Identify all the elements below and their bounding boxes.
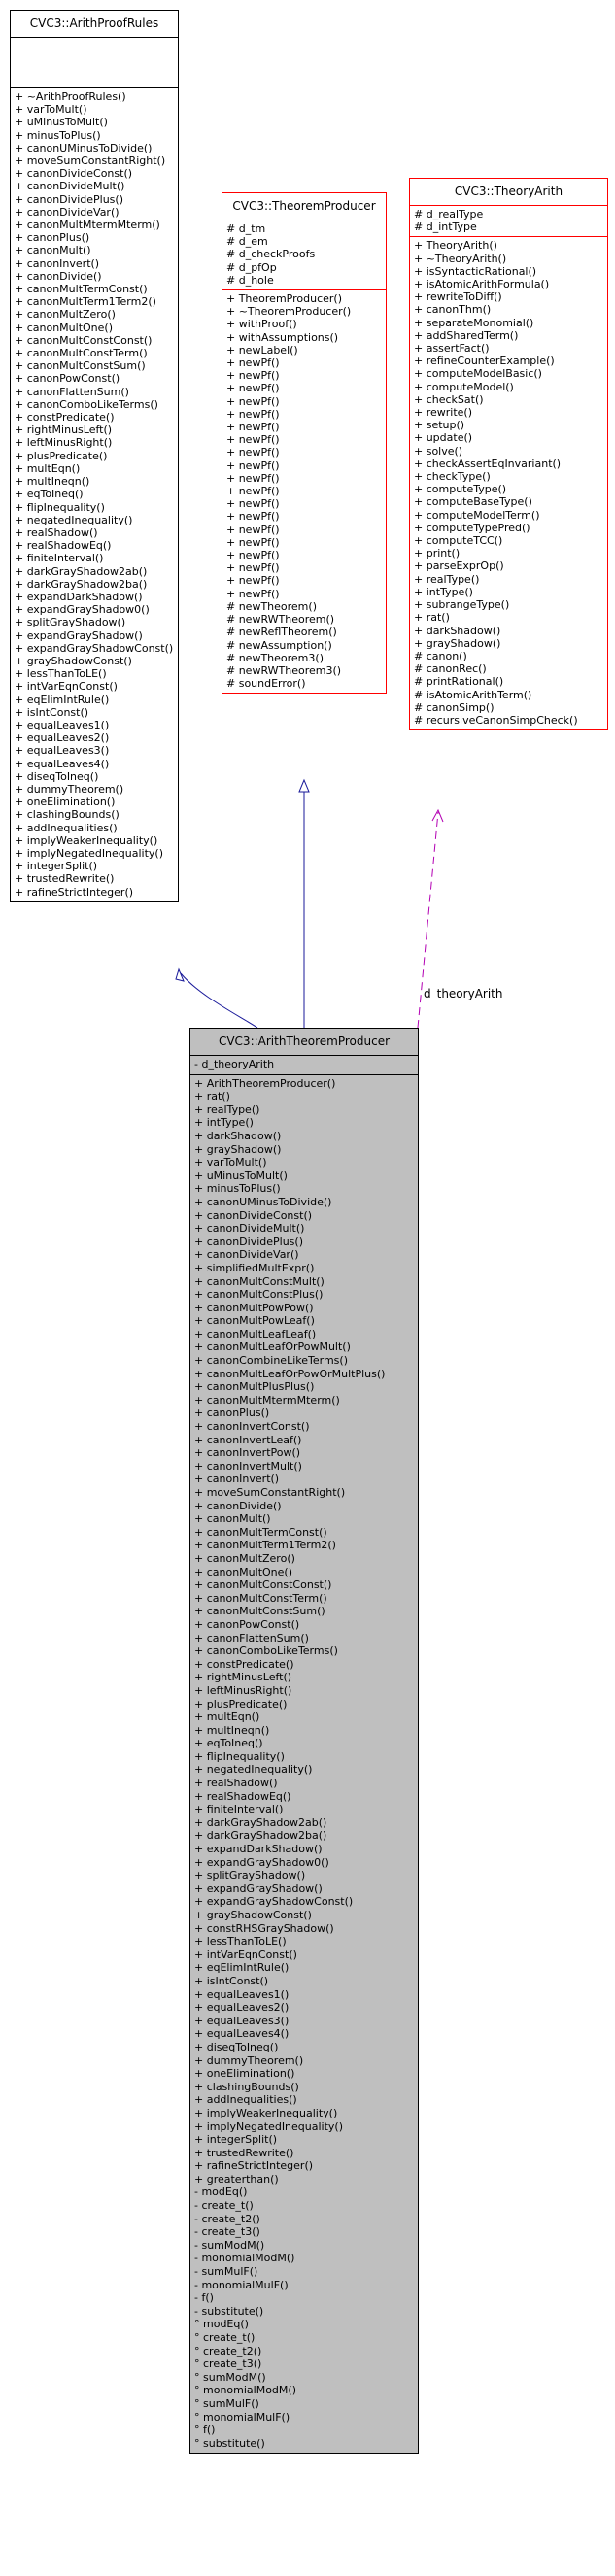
method-entry: + ArithTheoremProducer() bbox=[194, 1076, 336, 1090]
method-entry: + grayShadow() bbox=[194, 1142, 282, 1156]
method-entry: + newPf() bbox=[226, 535, 280, 549]
method-entry: + plusPredicate() bbox=[15, 449, 108, 462]
method-entry: + canonMultZero() bbox=[194, 1551, 295, 1565]
method-entry: + diseqToIneq() bbox=[194, 2040, 279, 2053]
method-entry: + canonInvert() bbox=[15, 256, 100, 270]
method-entry: + rafineStrictInteger() bbox=[15, 885, 134, 898]
method-entry: + newPf() bbox=[226, 356, 280, 370]
method-entry: + withAssumptions() bbox=[226, 330, 339, 344]
method-entry: + computeModelBasic() bbox=[414, 367, 542, 381]
method-entry: + equalLeaves1() bbox=[15, 718, 110, 731]
method-entry: + canonMult() bbox=[194, 1512, 271, 1526]
method-entry: + isIntConst() bbox=[194, 1974, 269, 1987]
method-entry: + canonInvertPow() bbox=[194, 1446, 301, 1460]
method-entry: # isAtomicArithTerm() bbox=[414, 688, 532, 701]
method-entry: + realType() bbox=[194, 1102, 260, 1116]
method-entry: + newPf() bbox=[226, 523, 280, 536]
method-entry: ° monomialMulF() bbox=[194, 2410, 290, 2423]
method-entry: # recursiveCanonSimpCheck() bbox=[414, 713, 578, 727]
method-entry: + setup() bbox=[414, 419, 465, 432]
method-entry: + flipInequality() bbox=[15, 500, 105, 514]
method-entry: + equalLeaves3() bbox=[15, 744, 110, 758]
method-entry: + newPf() bbox=[226, 446, 280, 459]
method-entry: + newLabel() bbox=[226, 343, 298, 356]
method-entry: + canonPowConst() bbox=[194, 1617, 300, 1631]
method-entry: + newPf() bbox=[226, 407, 280, 421]
method-entry: - monomialModM() bbox=[194, 2252, 295, 2265]
method-entry: + implyNegatedInequality() bbox=[15, 846, 164, 860]
method-entry: + varToMult() bbox=[194, 1156, 267, 1169]
method-entry: + expandGrayShadowConst() bbox=[15, 641, 174, 655]
method-entry: + subrangeType() bbox=[414, 598, 510, 612]
method-entry: + canonMultMtermMterm() bbox=[194, 1393, 340, 1407]
method-entry: + canonPlus() bbox=[194, 1407, 270, 1420]
method-entry: + newPf() bbox=[226, 574, 280, 588]
method-entry: + canonPlus() bbox=[15, 231, 90, 245]
method-entry: + equalLeaves4() bbox=[15, 757, 110, 770]
class-box-theoryarith bbox=[409, 178, 608, 730]
method-entry: + ~TheoremProducer() bbox=[226, 305, 352, 319]
method-entry: + equalLeaves1() bbox=[194, 1987, 290, 2001]
method-entry: + canonDivideConst() bbox=[194, 1208, 313, 1222]
method-entry: + realShadow() bbox=[194, 1777, 278, 1790]
method-entry: + eqToIneq() bbox=[194, 1737, 263, 1750]
method-entry: + computeTCC() bbox=[414, 534, 503, 548]
method-entry: + checkSat() bbox=[414, 392, 484, 406]
attribute-entry: # d_hole bbox=[226, 273, 274, 287]
method-entry: + canonFlattenSum() bbox=[15, 385, 129, 398]
method-entry: + darkShadow() bbox=[194, 1129, 282, 1142]
method-entry: + canonDivide() bbox=[194, 1499, 282, 1512]
attribute-entry: # d_checkProofs bbox=[226, 248, 316, 261]
method-entry: + newPf() bbox=[226, 382, 280, 395]
method-entry: + canonPowConst() bbox=[15, 372, 120, 386]
method-entry: + trustedRewrite() bbox=[15, 872, 115, 886]
method-entry: + rafineStrictInteger() bbox=[194, 2159, 314, 2173]
method-entry: + lessThanToLE() bbox=[15, 667, 107, 681]
method-entry: + expandGrayShadow0() bbox=[194, 1855, 329, 1869]
method-entry: + TheoremProducer() bbox=[226, 292, 342, 306]
method-entry: + darkGrayShadow2ab() bbox=[15, 564, 148, 578]
method-entry: + update() bbox=[414, 431, 473, 445]
method-entry: + canonMultOne() bbox=[194, 1565, 292, 1578]
method-entry: + canonMultPowLeaf() bbox=[194, 1314, 315, 1328]
method-entry: + computeTypePred() bbox=[414, 521, 530, 534]
method-entry: + addInequalities() bbox=[194, 2093, 297, 2107]
method-entry: + canonMultConstSum() bbox=[15, 359, 146, 373]
method-entry: # newRWTheorem3() bbox=[226, 663, 342, 677]
method-entry: + canonMultConstPlus() bbox=[194, 1288, 324, 1302]
methods-section bbox=[410, 236, 607, 729]
attribute-entry: # d_tm bbox=[226, 222, 266, 235]
method-entry: + canonDivideMult() bbox=[15, 180, 125, 193]
method-entry: - modEq() bbox=[194, 2186, 248, 2199]
method-entry: + separateMonomial() bbox=[414, 316, 534, 329]
attributes-section bbox=[190, 1055, 418, 1074]
method-entry: - sumModM() bbox=[194, 2238, 265, 2252]
method-entry: + rewriteToDiff() bbox=[414, 290, 502, 304]
method-entry: + flipInequality() bbox=[194, 1749, 285, 1763]
method-entry: + realShadowEq() bbox=[194, 1789, 291, 1803]
method-entry: + solve() bbox=[414, 444, 463, 458]
method-entry: + newPf() bbox=[226, 587, 280, 600]
method-entry: + canonMultLeafLeaf() bbox=[194, 1327, 317, 1340]
method-entry: + diseqToIneq() bbox=[15, 769, 99, 783]
class-box-arithproofrules bbox=[10, 10, 179, 902]
method-entry: + implyWeakerInequality() bbox=[194, 2106, 338, 2119]
method-entry: + expandGrayShadow() bbox=[15, 628, 143, 642]
method-entry: - sumMulF() bbox=[194, 2265, 258, 2279]
method-entry: + eqElimIntRule() bbox=[194, 1961, 290, 1975]
method-entry: + darkShadow() bbox=[414, 624, 501, 637]
method-entry: + newPf() bbox=[226, 471, 280, 485]
method-entry: + addSharedTerm() bbox=[414, 328, 519, 342]
method-entry: + canonComboLikeTerms() bbox=[194, 1644, 338, 1658]
method-entry: + newPf() bbox=[226, 561, 280, 575]
method-entry: + canonThm() bbox=[414, 303, 492, 317]
method-entry: # printRational() bbox=[414, 675, 504, 689]
method-entry: + darkGrayShadow2ba() bbox=[194, 1829, 327, 1843]
attribute-entry: # d_em bbox=[226, 235, 268, 249]
usage-edge-label: d_theoryArith bbox=[424, 987, 503, 1000]
method-entry: + intVarEqnConst() bbox=[15, 680, 118, 694]
method-entry: + newPf() bbox=[226, 485, 280, 498]
method-entry: + canonMultTerm1Term2() bbox=[194, 1539, 336, 1552]
method-entry: + implyNegatedInequality() bbox=[194, 2119, 344, 2133]
method-entry: + TheoryArith() bbox=[414, 239, 497, 253]
method-entry: + canonMultConstTerm() bbox=[194, 1591, 327, 1605]
method-entry: + negatedInequality() bbox=[15, 513, 133, 526]
attribute-entry: # d_pfOp bbox=[226, 260, 277, 274]
method-entry: + checkType() bbox=[414, 470, 491, 484]
method-entry: + leftMinusRight() bbox=[15, 436, 113, 450]
method-entry: + canonInvertLeaf() bbox=[194, 1433, 302, 1446]
method-entry: + computeModel() bbox=[414, 380, 514, 393]
method-entry: ° create_t3() bbox=[194, 2357, 262, 2371]
method-entry: - f() bbox=[194, 2291, 214, 2305]
method-entry: + computeBaseType() bbox=[414, 495, 532, 509]
method-entry: + integerSplit() bbox=[15, 860, 98, 873]
method-entry: + canonMultMtermMterm() bbox=[15, 219, 160, 232]
class-name: CVC3::ArithTheoremProducer bbox=[218, 1034, 391, 1048]
method-entry: + canonMult() bbox=[15, 244, 91, 257]
method-entry: + parseExprOp() bbox=[414, 559, 504, 573]
method-entry: ° monomialModM() bbox=[194, 2384, 296, 2397]
method-entry: + moveSumConstantRight() bbox=[15, 154, 166, 168]
method-entry: + isSyntacticRational() bbox=[414, 264, 537, 278]
method-entry: + realShadowEq() bbox=[15, 539, 112, 553]
method-entry: - create_t3() bbox=[194, 2225, 260, 2239]
method-entry: + canonDivideVar() bbox=[194, 1248, 299, 1262]
method-entry: # canon() bbox=[414, 649, 467, 662]
method-entry: ° sumMulF() bbox=[194, 2396, 259, 2410]
method-entry: + leftMinusRight() bbox=[194, 1683, 292, 1697]
method-entry: + addInequalities() bbox=[15, 821, 118, 834]
method-entry: + canonDividePlus() bbox=[194, 1235, 303, 1248]
method-entry: + oneElimination() bbox=[194, 2067, 295, 2081]
method-entry: ° modEq() bbox=[194, 2318, 249, 2331]
method-entry: # newReflTheorem() bbox=[226, 626, 337, 639]
method-entry: + minusToPlus() bbox=[194, 1182, 281, 1196]
method-entry: + moveSumConstantRight() bbox=[194, 1486, 346, 1499]
method-entry: + canonMultLeafOrPowOrMultPlus() bbox=[194, 1367, 386, 1380]
method-entry: ° substitute() bbox=[194, 2436, 265, 2450]
method-entry: + finiteInterval() bbox=[15, 552, 104, 565]
methods-section bbox=[190, 1074, 418, 2454]
method-entry: + uMinusToMult() bbox=[194, 1169, 288, 1182]
method-entry: - monomialMulF() bbox=[194, 2278, 289, 2291]
method-entry: + equalLeaves2() bbox=[194, 2001, 290, 2015]
method-entry: + canonInvertConst() bbox=[194, 1420, 310, 1434]
method-entry: + canonInvert() bbox=[194, 1473, 280, 1486]
method-entry: # newRWTheorem() bbox=[226, 613, 335, 627]
method-entry: ° create_t() bbox=[194, 2331, 256, 2344]
method-entry: + clashingBounds() bbox=[15, 808, 120, 822]
method-entry: # canonSimp() bbox=[414, 700, 495, 714]
method-entry: + multEqn() bbox=[15, 461, 81, 475]
method-entry: # newTheorem() bbox=[226, 599, 317, 613]
method-entry: + canonDivideMult() bbox=[194, 1222, 305, 1236]
method-entry: # canonRec() bbox=[414, 662, 487, 676]
method-entry: + equalLeaves4() bbox=[194, 2027, 290, 2041]
method-entry: + dummyTheorem() bbox=[15, 782, 124, 796]
method-entry: + canonComboLikeTerms() bbox=[15, 397, 158, 411]
method-entry: + darkGrayShadow2ab() bbox=[194, 1815, 327, 1829]
method-entry: + constRHSGrayShadow() bbox=[194, 1921, 334, 1935]
class-name: CVC3::TheoremProducer bbox=[232, 199, 376, 213]
attribute-entry: # d_realType bbox=[414, 208, 484, 220]
method-entry: + canonDividePlus() bbox=[15, 192, 123, 206]
method-entry: + uMinusToMult() bbox=[15, 116, 108, 129]
method-entry: + isAtomicArithFormula() bbox=[414, 278, 550, 291]
method-entry: + isIntConst() bbox=[15, 705, 89, 719]
methods-section bbox=[222, 289, 386, 693]
method-entry: + eqToIneq() bbox=[15, 488, 84, 501]
method-entry: + multIneqn() bbox=[194, 1723, 270, 1737]
method-entry: + constPredicate() bbox=[15, 411, 115, 424]
method-entry: + darkGrayShadow2ba() bbox=[15, 577, 148, 591]
method-entry: + realType() bbox=[414, 572, 480, 586]
method-entry: + canonMultConstMult() bbox=[194, 1274, 325, 1288]
method-entry: + implyWeakerInequality() bbox=[15, 833, 158, 847]
method-entry: + oneElimination() bbox=[15, 796, 116, 809]
method-entry: + grayShadowConst() bbox=[194, 1909, 312, 1921]
method-entry: + constPredicate() bbox=[194, 1657, 294, 1671]
method-entry: + newPf() bbox=[226, 549, 280, 562]
attributes-section bbox=[222, 220, 386, 289]
method-entry: + expandDarkShadow() bbox=[194, 1843, 323, 1856]
method-entry: + dummyTheorem() bbox=[194, 2053, 304, 2067]
method-entry: + canonInvertMult() bbox=[194, 1459, 302, 1473]
method-entry: + computeType() bbox=[414, 483, 507, 496]
method-entry: ° f() bbox=[194, 2423, 216, 2437]
class-box-theoremproducer bbox=[222, 192, 387, 694]
method-entry: + canonMultOne() bbox=[15, 321, 113, 334]
method-entry: + canonMultConstTerm() bbox=[15, 347, 148, 360]
method-entry: + canonMultConstSum() bbox=[194, 1605, 325, 1618]
method-entry: + multIneqn() bbox=[15, 475, 90, 489]
attribute-entry: - d_theoryArith bbox=[194, 1058, 275, 1070]
method-entry: + splitGrayShadow() bbox=[194, 1869, 306, 1882]
methods-section bbox=[11, 87, 178, 901]
method-entry: + canonCombineLikeTerms() bbox=[194, 1354, 348, 1368]
method-entry: + canonMultLeafOrPowMult() bbox=[194, 1340, 351, 1354]
method-entry: + ~TheoryArith() bbox=[414, 252, 507, 265]
method-entry: # soundError() bbox=[226, 677, 306, 691]
method-entry: + rewrite() bbox=[414, 406, 473, 420]
method-entry: + computeModelTerm() bbox=[414, 508, 540, 522]
method-entry: + canonMultZero() bbox=[15, 308, 116, 322]
method-entry: - substitute() bbox=[194, 2304, 264, 2318]
method-entry: + canonFlattenSum() bbox=[194, 1631, 309, 1644]
attribute-entry: # d_intType bbox=[414, 220, 477, 234]
method-entry: + canonMultConstConst() bbox=[15, 333, 153, 347]
method-entry: + plusPredicate() bbox=[194, 1697, 288, 1711]
method-entry: + newPf() bbox=[226, 369, 280, 383]
method-entry: + print() bbox=[414, 547, 461, 560]
method-entry: + canonDivideVar() bbox=[15, 205, 120, 219]
method-entry: + finiteInterval() bbox=[194, 1803, 284, 1816]
method-entry: + equalLeaves3() bbox=[194, 2014, 290, 2027]
method-entry: + intType() bbox=[194, 1116, 254, 1130]
class-name: CVC3::TheoryArith bbox=[454, 185, 564, 198]
method-entry: + intType() bbox=[414, 585, 473, 598]
method-entry: + trustedRewrite() bbox=[194, 2146, 294, 2159]
method-entry: + canonMultTermConst() bbox=[194, 1525, 327, 1539]
method-entry: + negatedInequality() bbox=[194, 1763, 313, 1777]
method-entry: + varToMult() bbox=[15, 103, 87, 117]
method-entry: + withProof() bbox=[226, 318, 297, 331]
method-entry: # newAssumption() bbox=[226, 638, 332, 652]
method-entry: + clashingBounds() bbox=[194, 2080, 299, 2093]
method-entry: + rightMinusLeft() bbox=[15, 424, 113, 437]
inheritance-arrowhead-theoremproducer bbox=[299, 780, 309, 792]
method-entry: + integerSplit() bbox=[194, 2133, 278, 2147]
class-name: CVC3::ArithProofRules bbox=[29, 17, 159, 30]
method-entry: + rat() bbox=[194, 1090, 230, 1103]
method-entry: + checkAssertEqInvariant() bbox=[414, 457, 562, 470]
method-entry: + greaterthan() bbox=[194, 2172, 279, 2186]
method-entry: + minusToPlus() bbox=[15, 128, 101, 142]
attributes-section bbox=[410, 205, 607, 236]
method-entry: + splitGrayShadow() bbox=[15, 616, 126, 629]
class-box-ariththeoremproducer bbox=[189, 1028, 419, 2454]
method-entry: ° create_t2() bbox=[194, 2344, 262, 2357]
method-entry: - create_t2() bbox=[194, 2212, 260, 2225]
method-entry: + canonMultTermConst() bbox=[15, 283, 148, 296]
method-entry: + assertFact() bbox=[414, 342, 490, 356]
method-entry: + canonDivideConst() bbox=[15, 167, 133, 181]
method-entry: + rightMinusLeft() bbox=[194, 1671, 292, 1684]
method-entry: + simplifiedMultExpr() bbox=[194, 1261, 315, 1274]
method-entry: + canonMultPlusPlus() bbox=[194, 1380, 315, 1394]
method-entry: + intVarEqnConst() bbox=[194, 1948, 297, 1961]
method-entry: + refineCounterExample() bbox=[414, 355, 555, 368]
method-entry: + canonUMinusToDivide() bbox=[194, 1195, 332, 1208]
method-entry: - create_t() bbox=[194, 2199, 254, 2213]
method-entry: + newPf() bbox=[226, 394, 280, 408]
method-entry: + equalLeaves2() bbox=[15, 731, 110, 745]
method-entry: + grayShadow() bbox=[414, 636, 501, 650]
method-entry: + expandGrayShadow() bbox=[194, 1881, 323, 1895]
inheritance-edge-arithproofrules bbox=[181, 973, 257, 1028]
method-entry: + ~ArithProofRules() bbox=[15, 90, 126, 103]
method-entry: + expandDarkShadow() bbox=[15, 590, 143, 603]
method-entry: + canonDivide() bbox=[15, 269, 102, 283]
attributes-section bbox=[11, 37, 178, 87]
method-entry: + canonUMinusToDivide() bbox=[15, 141, 153, 154]
method-entry: + newPf() bbox=[226, 421, 280, 434]
method-entry: + expandGrayShadowConst() bbox=[194, 1895, 354, 1909]
method-entry: # newTheorem3() bbox=[226, 651, 324, 664]
method-entry: + canonMultTerm1Term2() bbox=[15, 295, 156, 309]
method-entry: ° sumModM() bbox=[194, 2370, 266, 2384]
method-entry: + newPf() bbox=[226, 497, 280, 511]
method-entry: + canonMultConstConst() bbox=[194, 1578, 332, 1592]
method-entry: + rat() bbox=[414, 611, 450, 625]
method-entry: + expandGrayShadow0() bbox=[15, 603, 150, 617]
method-entry: + grayShadowConst() bbox=[15, 654, 132, 667]
method-entry: + newPf() bbox=[226, 458, 280, 472]
method-entry: + newPf() bbox=[226, 510, 280, 524]
method-entry: + newPf() bbox=[226, 433, 280, 447]
method-entry: + eqElimIntRule() bbox=[15, 693, 110, 706]
method-entry: + multEqn() bbox=[194, 1711, 260, 1724]
method-entry: + canonMultPowPow() bbox=[194, 1301, 314, 1314]
method-entry: + lessThanToLE() bbox=[194, 1935, 287, 1949]
method-entry: + realShadow() bbox=[15, 525, 98, 539]
